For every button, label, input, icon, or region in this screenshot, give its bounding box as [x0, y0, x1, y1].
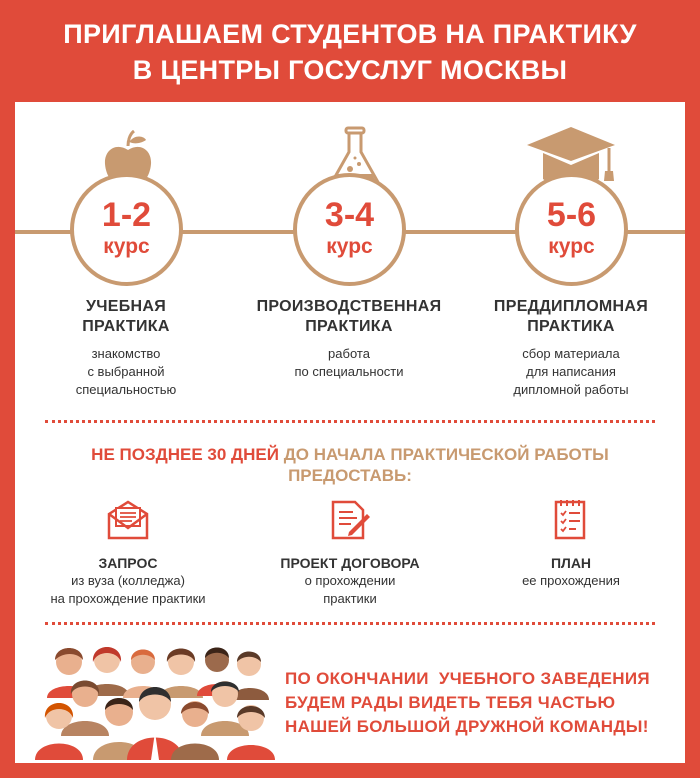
- description-line: из вуза (колледжа): [71, 573, 185, 588]
- deadline-line-2: ПРЕДОСТАВЬ:: [288, 466, 412, 485]
- course-label: курс: [326, 235, 373, 258]
- deadline-line-1: [15, 444, 685, 465]
- team-people-illustration: [35, 640, 275, 760]
- checklist-icon: [552, 498, 590, 542]
- course-label: курс: [103, 235, 150, 258]
- course-circle-3-4: [293, 173, 406, 286]
- description-line: ее прохождения: [522, 573, 620, 588]
- description-line: о прохождении: [304, 573, 396, 588]
- course-number: 1-2: [101, 196, 152, 234]
- practice-title-line: ПРАКТИКА: [305, 318, 393, 335]
- description-line: практики: [323, 591, 377, 606]
- practice-title-line: УЧЕБНАЯ: [85, 298, 167, 315]
- deadline-notice: [15, 444, 685, 486]
- course-circle-5-6: [515, 173, 628, 286]
- description-line: на прохождение практики: [50, 591, 206, 606]
- description-line: специальностью: [75, 382, 177, 397]
- dotted-divider: [45, 420, 655, 423]
- description-line: работа: [328, 346, 370, 361]
- course-circle-1-2: [70, 173, 183, 286]
- closing-line: БУДЕМ РАДЫ ВИДЕТЬ ТЕБЯ ЧАСТЬЮ: [285, 693, 616, 712]
- practice-description: [11, 345, 241, 399]
- envelope-icon: [106, 500, 150, 540]
- closing-line: НАШЕЙ БОЛЬШОЙ ДРУЖНОЙ КОМАНДЫ!: [285, 717, 649, 736]
- practice-industrial: [234, 297, 464, 381]
- practice-title: [234, 297, 464, 337]
- practice-title-line: ПРОИЗВОДСТВЕННАЯ: [256, 298, 442, 315]
- closing-message: [285, 667, 680, 739]
- document-description: [235, 572, 465, 608]
- deadline-text: ДО НАЧАЛА ПРАКТИЧЕСКОЙ РАБОТЫ: [278, 445, 609, 464]
- document-title: ПРОЕКТ ДОГОВОРА: [280, 555, 420, 571]
- practice-title: [456, 297, 686, 337]
- description-line: для написания: [526, 364, 616, 379]
- dotted-divider: [45, 622, 655, 625]
- description-line: сбор материала: [522, 346, 620, 361]
- course-number: 5-6: [546, 196, 597, 234]
- document-contract: [235, 554, 465, 608]
- deadline-highlight: НЕ ПОЗДНЕЕ 30 ДНЕЙ: [91, 445, 279, 464]
- description-line: по специальности: [294, 364, 404, 379]
- document-plan: [456, 554, 686, 590]
- practice-title-line: ПРАКТИКА: [527, 318, 615, 335]
- course-label: курс: [548, 235, 595, 258]
- course-number: 3-4: [324, 196, 375, 234]
- practice-description: [234, 345, 464, 381]
- description-line: знакомство: [91, 346, 161, 361]
- practice-title-line: ПРЕДДИПЛОМНАЯ: [493, 298, 649, 315]
- page-title-line-2: В ЦЕНТРЫ ГОСУСЛУГ МОСКВЫ: [132, 55, 568, 85]
- document-description: [13, 572, 243, 608]
- document-title: ПЛАН: [550, 555, 592, 571]
- document-description: [456, 572, 686, 590]
- document-title: ЗАПРОС: [98, 555, 158, 571]
- document-request: [13, 554, 243, 608]
- practice-title-line: ПРАКТИКА: [82, 318, 170, 335]
- header: [0, 0, 700, 102]
- contract-icon: [329, 498, 371, 542]
- practice-prediploma: [456, 297, 686, 399]
- practice-educational: [11, 297, 241, 399]
- description-line: дипломной работы: [513, 382, 629, 397]
- description-line: с выбранной: [87, 364, 165, 379]
- content-card: [15, 102, 685, 763]
- closing-line: ПО ОКОНЧАНИИ УЧЕБНОГО ЗАВЕДЕНИЯ: [285, 669, 650, 688]
- practice-description: [456, 345, 686, 399]
- page-title-line-1: ПРИГЛАШАЕМ СТУДЕНТОВ НА ПРАКТИКУ: [63, 19, 637, 49]
- practice-title: [11, 297, 241, 337]
